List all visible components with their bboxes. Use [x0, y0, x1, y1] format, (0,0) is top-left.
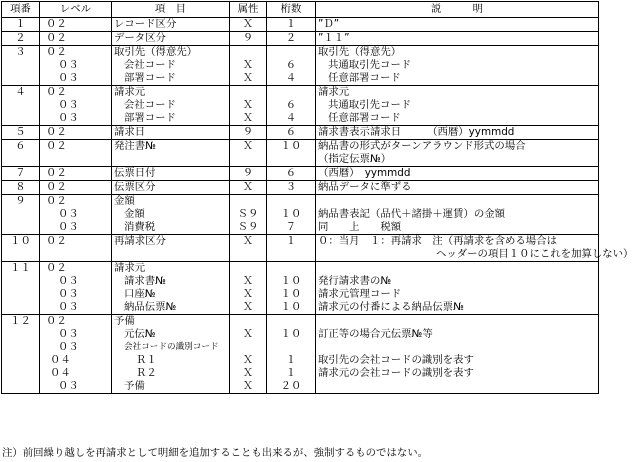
cell-level — [40, 86, 112, 126]
cell-level — [40, 140, 112, 167]
level-line: ０２ — [46, 262, 67, 274]
cell-no: ６ — [2, 140, 40, 167]
digits-line: １ — [285, 18, 297, 30]
cell-no: １０ — [2, 235, 40, 262]
level-line: ０２ — [46, 140, 67, 152]
item-line: 部署コード — [124, 72, 176, 84]
level-line: ０３ — [58, 72, 79, 84]
digits-line: ４ — [285, 112, 297, 124]
header-digits: 桁数 — [267, 2, 316, 18]
cell-desc — [316, 32, 599, 46]
cell-no: ７ — [2, 167, 40, 181]
cell-attr — [230, 181, 267, 195]
attr-line: ９ — [242, 32, 254, 44]
attr-line — [232, 262, 264, 275]
cell-digits — [267, 126, 316, 140]
attr-line — [232, 315, 264, 328]
attr-line — [232, 46, 264, 59]
level-line: ０３ — [58, 328, 79, 340]
item-line: データ区分 — [114, 32, 166, 44]
header-no: 項番 — [2, 2, 40, 18]
digits-line — [269, 195, 313, 208]
level-line: ０２ — [46, 167, 67, 179]
cell-item — [112, 315, 230, 394]
digits-line: １０ — [280, 275, 302, 287]
cell-no: ４ — [2, 86, 40, 126]
cell-level — [40, 32, 112, 46]
cell-level — [40, 235, 112, 262]
cell-no: ２ — [2, 32, 40, 46]
cell-desc — [316, 140, 599, 167]
attr-line: Ｘ — [242, 18, 254, 30]
cell-digits — [267, 32, 316, 46]
cell-attr — [230, 195, 267, 235]
cell-item — [112, 167, 230, 181]
cell-item — [112, 18, 230, 32]
table-row — [2, 195, 599, 235]
cell-attr — [230, 46, 267, 86]
desc-line — [318, 380, 596, 393]
item-line: 会社コードの識別コード — [124, 342, 219, 352]
digits-line: １ — [285, 235, 297, 247]
header-level: レベル — [40, 2, 112, 18]
desc-line: 納品書の形式がターンアラウンド形式の場合 — [318, 140, 526, 152]
cell-no: ８ — [2, 181, 40, 195]
item-line: 金額 — [114, 195, 135, 207]
item-line: 伝票区分 — [114, 181, 156, 193]
item-line: 伝票日付 — [114, 167, 156, 179]
level-line — [42, 248, 109, 261]
cell-attr — [230, 262, 267, 315]
level-line: ０３ — [58, 380, 79, 392]
cell-desc — [316, 262, 599, 315]
digits-line — [269, 262, 313, 275]
cell-digits — [267, 140, 316, 167]
digits-line: ２ — [285, 32, 297, 44]
attr-line: Ｘ — [242, 301, 254, 313]
cell-no: ９ — [2, 195, 40, 235]
cell-attr — [230, 32, 267, 46]
cell-digits — [267, 18, 316, 32]
level-line: ０４ — [50, 367, 71, 379]
item-line: レコード区分 — [114, 18, 177, 30]
attr-line: Ｘ — [242, 235, 254, 247]
digits-line — [269, 341, 313, 354]
desc-line: 請求元管理コード — [318, 288, 402, 300]
cell-item — [112, 195, 230, 235]
cell-level — [40, 167, 112, 181]
item-line: 部署コード — [124, 112, 176, 124]
level-line: ０３ — [58, 99, 79, 111]
attr-line: Ｘ — [242, 288, 254, 300]
desc-line — [318, 195, 596, 208]
cell-attr — [230, 235, 267, 262]
desc-line: ”１１” — [318, 32, 350, 44]
item-line: 予備 — [114, 315, 135, 327]
desc-line: （西暦） yymmdd — [318, 167, 411, 179]
digits-line: １ — [285, 354, 297, 366]
item-line: 請求書№ — [124, 275, 166, 287]
attr-line: Ｘ — [242, 380, 254, 392]
desc-line: 発行請求書の№ — [318, 275, 392, 287]
table-row — [2, 262, 599, 315]
attr-line: Ｘ — [242, 354, 254, 366]
item-line — [114, 248, 227, 261]
cell-level — [40, 18, 112, 32]
cell-digits — [267, 235, 316, 262]
table-row — [2, 18, 599, 32]
attr-line: Ｘ — [242, 112, 254, 124]
table-row — [2, 235, 599, 262]
digits-line: ３ — [285, 181, 297, 193]
header-item: 項 目 — [112, 2, 230, 18]
cell-attr — [230, 86, 267, 126]
digits-line: ７ — [285, 221, 297, 233]
digits-line — [269, 153, 313, 166]
cell-desc — [316, 315, 599, 394]
level-line: ０３ — [58, 341, 79, 353]
cell-item — [112, 181, 230, 195]
level-line: ０３ — [58, 221, 79, 233]
cell-item — [112, 235, 230, 262]
attr-line — [232, 248, 264, 261]
attr-line — [232, 153, 264, 166]
table-row — [2, 315, 599, 394]
header-row — [2, 2, 599, 18]
digits-line: １０ — [280, 301, 302, 313]
desc-line — [318, 341, 596, 354]
item-line: 金額 — [124, 208, 145, 220]
level-line: ０３ — [58, 59, 79, 71]
cell-item — [112, 126, 230, 140]
cell-desc — [316, 235, 633, 262]
digits-line: ６ — [285, 126, 297, 138]
level-line: ０２ — [46, 18, 67, 30]
digits-line: ６ — [285, 59, 297, 71]
desc-line: 同 上 税額 — [318, 221, 402, 233]
cell-level — [40, 126, 112, 140]
cell-desc — [316, 195, 599, 235]
desc-line: 任意部署コード — [328, 112, 401, 124]
item-line: 発注書№ — [114, 140, 156, 152]
cell-attr — [230, 140, 267, 167]
cell-digits — [267, 315, 316, 394]
attr-line: ９ — [242, 126, 254, 138]
cell-no: ３ — [2, 46, 40, 86]
cell-digits — [267, 181, 316, 195]
item-line: 請求元 — [114, 86, 146, 98]
digits-line — [269, 315, 313, 328]
digits-line: １ — [285, 367, 297, 379]
cell-level — [40, 195, 112, 235]
level-line: ０２ — [46, 86, 67, 98]
desc-line: 納品書表記（品代＋諸掛＋運賃）の金額 — [318, 208, 506, 220]
item-line: 納品伝票№ — [124, 301, 177, 313]
cell-desc — [316, 181, 599, 195]
footnote: 注）前回繰り越しを再請求として明細を追加することも出来るが、強制するものではない。 — [2, 447, 429, 459]
attr-line: Ｘ — [242, 72, 254, 84]
desc-line: 納品データに準ずる — [318, 181, 412, 193]
cell-desc — [316, 18, 599, 32]
item-line: 再請求区分 — [114, 235, 166, 247]
cell-desc — [316, 167, 599, 181]
cell-digits — [267, 86, 316, 126]
desc-line: 請求元 — [318, 86, 350, 98]
desc-line: 共通取引先コード — [328, 59, 412, 71]
cell-no: １２ — [2, 315, 40, 394]
cell-level — [40, 315, 112, 394]
digits-line: ６ — [285, 167, 297, 179]
attr-line: Ｓ９ — [237, 221, 259, 233]
cell-no: １１ — [2, 262, 40, 315]
cell-attr — [230, 18, 267, 32]
digits-line: １０ — [280, 208, 302, 220]
level-line: ０３ — [58, 208, 79, 220]
cell-level — [40, 262, 112, 315]
attr-line: Ｘ — [242, 367, 254, 379]
table-row — [2, 140, 599, 167]
desc-line: ヘッダーの項目１０にこれを加算しない） — [436, 248, 633, 260]
desc-line: ”Ｄ” — [318, 18, 340, 30]
record-layout-table — [1, 1, 633, 394]
desc-line — [318, 262, 596, 275]
cell-no: ５ — [2, 126, 40, 140]
desc-line: 共通取引先コード — [328, 99, 412, 111]
item-line: 消費税 — [124, 221, 156, 233]
header-desc: 説 明 — [316, 2, 599, 18]
cell-desc — [316, 46, 599, 86]
level-line: ０４ — [50, 354, 71, 366]
item-line: 会社コード — [124, 59, 176, 71]
desc-line: 請求書表示請求日 （西暦）yymmdd — [318, 126, 515, 138]
attr-line: Ｓ９ — [237, 208, 259, 220]
level-line — [42, 153, 109, 166]
cell-level — [40, 181, 112, 195]
level-line: ０２ — [46, 126, 67, 138]
desc-line: ０：当月 １：再請求 注（再請求を含める場合は — [318, 235, 557, 247]
level-line: ０２ — [46, 235, 67, 247]
cell-digits — [267, 195, 316, 235]
digits-line: １０ — [280, 288, 302, 300]
level-line: ０２ — [46, 32, 67, 44]
desc-line: 請求元の会社コードの識別を表す — [318, 367, 474, 379]
level-line: ０３ — [58, 288, 79, 300]
level-line: ０３ — [58, 275, 79, 287]
cell-item — [112, 46, 230, 86]
cell-desc — [316, 86, 599, 126]
level-line: ０３ — [58, 301, 79, 313]
cell-item — [112, 32, 230, 46]
desc-line: 取引先の会社コードの識別を表す — [318, 354, 474, 366]
digits-line: ４ — [285, 72, 297, 84]
cell-item — [112, 262, 230, 315]
item-line: Ｒ１ — [136, 354, 157, 366]
cell-attr — [230, 167, 267, 181]
item-line: Ｒ２ — [136, 367, 157, 379]
level-line: ０２ — [46, 195, 67, 207]
level-line: ０２ — [46, 46, 67, 58]
item-line: 口座№ — [124, 288, 156, 300]
cell-level — [40, 46, 112, 86]
desc-line: 請求元の付番による納品伝票№ — [318, 301, 464, 313]
attr-line — [232, 341, 264, 354]
item-line: 請求元 — [114, 262, 146, 274]
level-line: ０３ — [58, 112, 79, 124]
attr-line: ９ — [242, 167, 254, 179]
level-line: ０２ — [46, 181, 67, 193]
digits-line: ２０ — [280, 380, 302, 392]
cell-item — [112, 86, 230, 126]
attr-line: Ｘ — [242, 99, 254, 111]
level-line: ０２ — [46, 315, 67, 327]
item-line: 元伝№ — [124, 328, 156, 340]
cell-digits — [267, 262, 316, 315]
cell-digits — [267, 167, 316, 181]
table-row — [2, 46, 599, 86]
cell-attr — [230, 126, 267, 140]
digits-line — [269, 248, 313, 261]
digits-line: ６ — [285, 99, 297, 111]
digits-line: １０ — [280, 328, 302, 340]
table-row — [2, 32, 599, 46]
cell-attr — [230, 315, 267, 394]
desc-line — [318, 315, 596, 328]
attr-line: Ｘ — [242, 275, 254, 287]
item-line — [114, 153, 227, 166]
cell-no: １ — [2, 18, 40, 32]
digits-line — [269, 46, 313, 59]
desc-line: （指定伝票№） — [318, 153, 392, 165]
desc-line: 訂正等の場合元伝票№等 — [318, 328, 433, 340]
attr-line: Ｘ — [242, 59, 254, 71]
table-row — [2, 126, 599, 140]
table-row — [2, 86, 599, 126]
item-line: 会社コード — [124, 99, 176, 111]
attr-line: Ｘ — [242, 181, 254, 193]
item-line: 予備 — [124, 380, 145, 392]
table-row — [2, 167, 599, 181]
attr-line — [232, 195, 264, 208]
table-row — [2, 181, 599, 195]
item-line: 取引先（得意先） — [114, 46, 198, 58]
header-attr: 属性 — [230, 2, 267, 18]
digits-line — [269, 86, 313, 99]
cell-desc — [316, 126, 599, 140]
attr-line: Ｘ — [242, 328, 254, 340]
attr-line — [232, 86, 264, 99]
attr-line: Ｘ — [242, 140, 254, 152]
item-line: 請求日 — [114, 126, 146, 138]
desc-line: 取引先（得意先） — [318, 46, 402, 58]
cell-item — [112, 140, 230, 167]
digits-line: １０ — [280, 140, 302, 152]
desc-line: 任意部署コード — [328, 72, 401, 84]
cell-digits — [267, 46, 316, 86]
